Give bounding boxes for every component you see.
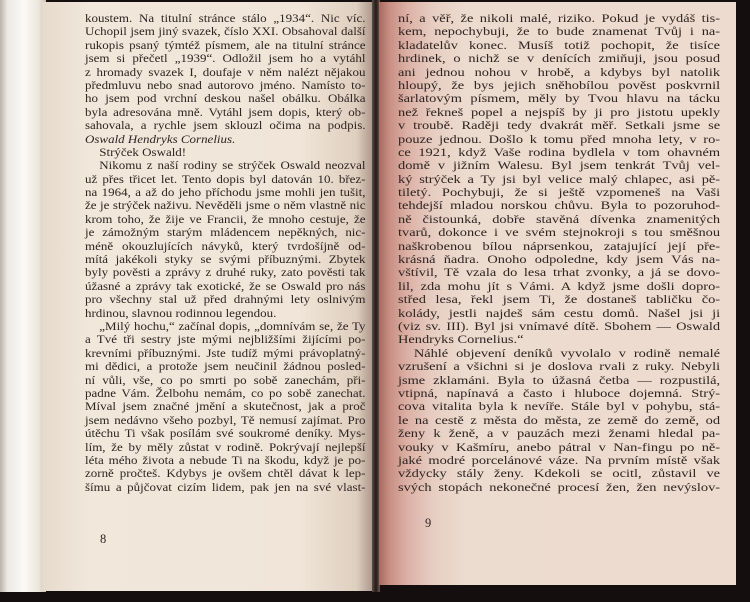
text-line: je zámožným starým mládencem nepěkných, nic- <box>85 225 366 240</box>
text-line: tehdejší mladou norskou chůvu. Byla to pozoruhod- <box>398 198 721 213</box>
text-line: na 1964, a až do jeho příchodu jsme mohli jen tušit, <box>85 185 366 200</box>
text-line: jaké modré porcelánové váze. Na prvním místě však <box>398 452 721 467</box>
text-line: padne Vám. Želbohu nemám, co po sobě zanechat. <box>85 385 366 400</box>
text-line: cova vitalita byla k nevíře. Stále byl v pohybu, stá- <box>398 399 721 414</box>
text-line: v troubě. Raději tedy dvakrát měř. Setkali jsme se <box>398 118 721 133</box>
right-page-text <box>398 12 720 494</box>
text-line: Míval jsem značné jmění a skutečnost, jak a proč <box>85 399 366 414</box>
text-line: a Tvé tři sestry jste mými nejbližšími žijícími po- <box>85 332 366 347</box>
paragraph <box>85 159 366 320</box>
text-line: svých stopách nekonečné procesí žen, žen nevýslov- <box>398 479 721 494</box>
text-line: Náhlé objevení deníků vyvolalo v rodině nemalé <box>413 345 721 360</box>
text-line: vštívil, Tě vzala do lesa trhat zvonky, a já se dovo- <box>398 265 721 280</box>
text-line: vtipná, napínavá a často i hluboce dojemná. Strý- <box>398 385 721 400</box>
book-page-edges <box>0 0 46 592</box>
text-line: jsme zklamáni. Byla to úžasná četba — rozpustilá, <box>398 372 721 387</box>
text-line: Nikomu z naší rodiny se strýček Oswald neozval <box>99 158 366 173</box>
text-line: domě v jižním Walesu. Byl jsem tenkrát Tvůj vel- <box>398 158 721 173</box>
text-line: vždycky stály ženy. Kdekoli se ocitl, zůstavil ve <box>398 466 721 481</box>
text-line: naškrobenou bílou náprsenkou, zatajující její pře- <box>398 238 721 253</box>
text-line: sahovala, a rychle jsem sklouzl očima na podpis. <box>85 118 366 133</box>
left-page-text <box>85 12 366 494</box>
paragraph <box>398 12 720 347</box>
text-line: léta mého života a nebude Ti na škodu, když je po- <box>85 452 366 467</box>
text-line: lil, zda mohu jít s Vámi. A když jsme došli dopro- <box>398 278 721 293</box>
text-line: ní vůli, vše, co po smrti po sobě zanechám, při- <box>85 372 366 387</box>
text-line: (viz sv. III). Byl jsi vnímavé dítě. Sbohem — Oswald <box>398 318 721 333</box>
signature-paragraph <box>85 133 366 146</box>
text-line: vzrušení a všichni si je doslova rvali z ruky. Nebyli <box>398 359 721 374</box>
text-line: úžasné a zprávy tak exotické, že se Oswald pro nás <box>85 278 366 293</box>
text-line: krásná ňadra. Onoho odpoledne, kdy jsem Vás na- <box>398 252 721 267</box>
text-line: hloupý, že bys jejich sněhobílou pověst poskvrnil <box>398 77 721 92</box>
text-line: hrdinek, o nichž se v denících zmiňuji, jsou posud <box>398 51 721 66</box>
text-line: z hromady svazek I, doufaje v něm nalézt nějakou <box>85 64 366 79</box>
text-line: pouze jednou. Došlo k tomu před mnoha lety, v ro- <box>398 131 721 146</box>
text-line: předmluvu nebo snad autorovo jméno. Namísto to- <box>85 77 366 92</box>
text-line: lím, že by měly zůstat v rodině. Pokrývají nejlepší <box>85 439 366 454</box>
signature-line: Oswald Hendryks Cornelius. <box>85 131 236 146</box>
text-line: „Milý hochu,“ začínal dopis, „domnívám se, že Ty <box>99 318 366 333</box>
text-line: rukopis psaný týmtéž písmem, ale na titulní stránce <box>85 37 366 52</box>
text-line: mítá jakékoli styky se svými příbuznými. Zbytek <box>85 252 366 267</box>
text-line: le na cestě z města do města, ze země do země, od <box>398 412 721 427</box>
paragraph <box>398 347 720 494</box>
text-line: zorně pročteš. Kdybys je ovšem chtěl dávat k lep- <box>85 466 366 481</box>
text-line: šarlatovým písmem, měly by Tvou hlavu na tácku <box>398 91 721 106</box>
text-line: krevními příbuznými. Jste tudíž mými právoplatný- <box>85 345 366 360</box>
text-line: jsem si přečetl „1939“. Odložil jsem ho a vytáhl <box>85 51 366 66</box>
text-line: ho jsem pod vrchní deskou našel obálku. Obálka <box>85 91 366 106</box>
page-number: 8 <box>100 532 107 546</box>
text-line: kladatelův konec. Musíš totiž pochopit, že tisíce <box>398 37 721 52</box>
text-line: útěchu Ti však posílám své soukromé deníky. Mys- <box>85 426 366 441</box>
text-line: byly pověsti a zprávy z druhé ruky, zato pověsti tak <box>85 265 366 280</box>
paragraph <box>85 12 366 133</box>
text-line: ký strýček a Ty jsi byl velice malý chlapec, asi pě- <box>398 171 721 186</box>
text-line: pro všechny stal už před drahnými lety oslnivým <box>85 292 366 307</box>
salutation-line: Strýček Oswald! <box>99 144 187 159</box>
text-line: než řekneš popel a nejspíš by ji pro jistotu upekly <box>398 104 721 119</box>
text-line: ani jednou nohou v hrobě, a kdybys byl natolik <box>398 64 721 79</box>
text-line: ně čistounká, dobře stavěná dívenka znamenitých <box>398 211 721 226</box>
text-line: jsem nedávno všeho pozbyl, Tě nemusí zajímat. Pro <box>85 412 366 427</box>
page-number: 9 <box>425 516 432 530</box>
salutation-paragraph <box>85 146 366 159</box>
text-line: už přes třicet let. Tento dopis byl datován 10. břez- <box>85 171 366 186</box>
text-line: tiletý. Pochybuji, že si ještě vzpomeneš na Vaši <box>398 185 721 200</box>
text-line: kem, nepochybuji, že to bude znamenat Tvůj i na- <box>398 24 721 39</box>
text-line: méně okouzlujících návyků, který tvrdošíjně od- <box>85 238 366 253</box>
text-line: byla adresována mně. Vytáhl jsem dopis, který ob- <box>85 104 366 119</box>
paragraph <box>85 320 366 494</box>
text-line: střed lesa, řekl jsem Ti, že dostaneš tabličku čo- <box>398 292 721 307</box>
text-line: tvarů, dokonce i ve svém stejnokroji s tou směšnou <box>398 225 721 240</box>
text-line: krom toho, že žije ve Francii, že mnoho cestuje, že <box>85 211 366 226</box>
text-line: šímu a půjčovat cizím lidem, pak jen na své vlast- <box>85 479 366 494</box>
text-line: kolády, jestli najdeš sám cestu domů. Našel jsi ji <box>398 305 721 320</box>
text-line: hrdinou, slavnou rodinnou legendou. <box>85 305 277 320</box>
text-line: mi dědici, a protože jsem neučinil žádnou posled- <box>85 359 366 374</box>
text-line: Hendryks Cornelius.“ <box>398 332 524 347</box>
text-line: ní, a věř, že nikoli malé, riziko. Pokud je vydáš tis- <box>398 11 721 25</box>
text-line: že je strýček naživu. Nevěděli jsme o něm vlastně nic <box>85 198 366 213</box>
text-line: ce 1921, když Vaše rodina bydlela v tom ohavném <box>398 144 721 159</box>
text-line: ženy k ženě, a v pauzách mezi ženami hledal pa- <box>398 426 721 441</box>
text-line: Uchopil jsem jiný svazek, číslo XXI. Obsahoval další <box>85 24 366 39</box>
text-line: vouky v Kašmíru, anebo pátral v Nan-fingu po ně- <box>398 439 721 454</box>
text-line: koustem. Na titulní stránce stálo „1934“. Nic víc. <box>85 11 366 25</box>
